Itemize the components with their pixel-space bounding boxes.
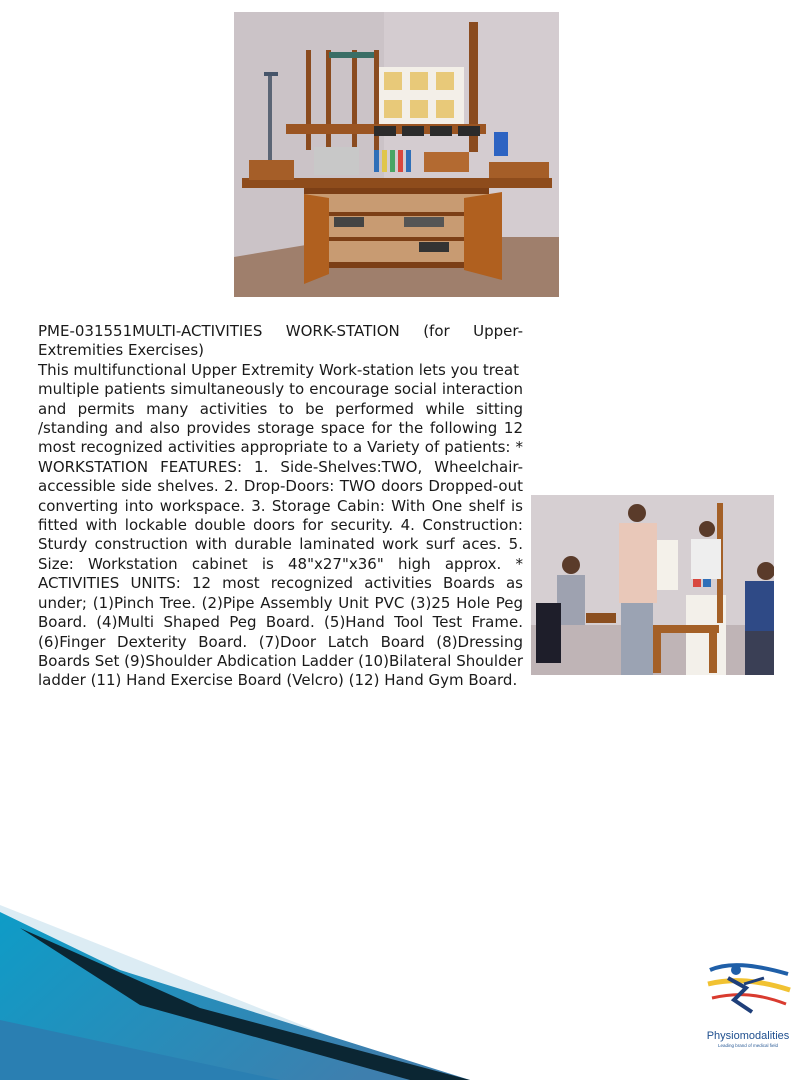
logo-name: Physiomodalities <box>706 1030 790 1042</box>
product-body: multiple patients simultaneously to encourage social interaction and permits many activities to be performed while sitting /standing and also provides storage space for the following 12 most recognized activities appropriate to a Variety of patients: * WORKSTATION FEATURES: 1. Side-Shelves:TWO, Wheelchair-accessible side shelves. 2. Drop-Doors: TWO doors Dropped-out converting into workspace. 3. Storage Cabin: With One shelf is fitted with lockable double doors for security. 4. Construction: Sturdy construction with durable laminated work surf aces. 5. Size: Workstation cabinet is 48"x27"x36" high approx. * ACTIVITIES UNITS: 12 most recognized activities Boards as under; (1)Pinch Tree. (2)Pipe Assembly Unit PVC (3)25 Hole Peg Board. (4)Multi Shaped Peg Board. (5)Hand Tool Test Frame. (6)Finger Dexterity Board. (7)Door Latch Board (8)Dressing Boards Set (9)Shoulder Abdication Ladder (10)Bilateral Shoulder ladder (11) Hand Exercise Board (Velcro) (12) Hand Gym Board. <box>38 380 523 690</box>
logo-tagline: Leading brand of medical field <box>717 1043 779 1048</box>
patients-illustration <box>531 495 774 675</box>
product-heading: PME-031551MULTI-ACTIVITIES WORK-STATION (for Upper-Extremities Exercises) <box>38 322 523 360</box>
runner-logo-icon <box>698 960 798 1028</box>
physiomodalities-logo <box>698 960 798 1060</box>
workstation-illustration <box>234 12 559 297</box>
patients-photo <box>531 495 774 675</box>
product-description <box>38 322 523 691</box>
workstation-photo <box>234 12 559 297</box>
product-intro: This multifunctional Upper Extremity Work-station lets you treat <box>38 360 519 379</box>
